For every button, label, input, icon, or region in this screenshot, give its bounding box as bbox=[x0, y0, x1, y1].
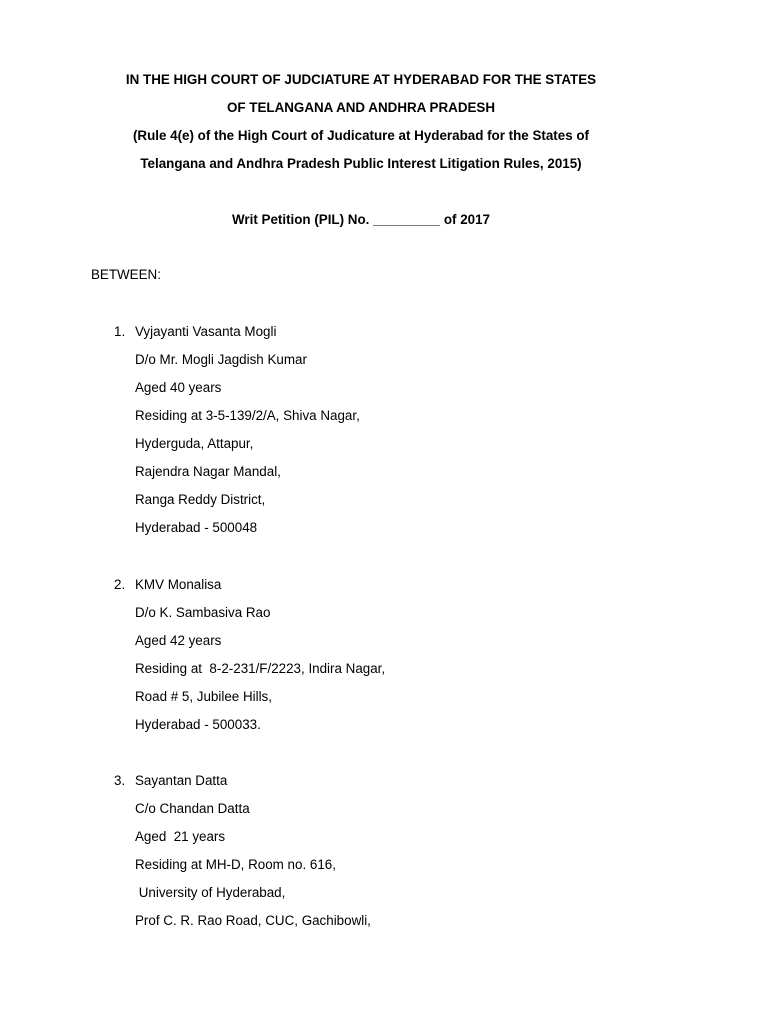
rule-heading-line-1: (Rule 4(e) of the High Court of Judicature at Hyderabad for the States of bbox=[132, 128, 590, 143]
party-address-line: Residing at 8-2-231/F/2223, Indira Nagar, bbox=[135, 661, 386, 676]
party-age: Aged 40 years bbox=[135, 380, 222, 395]
party-name: KMV Monalisa bbox=[135, 577, 222, 592]
party-age: Aged 21 years bbox=[135, 829, 226, 844]
rule-heading-line-2: Telangana and Andhra Pradesh Public Interest Litigation Rules, 2015) bbox=[140, 156, 582, 171]
party-number: 1. bbox=[114, 324, 126, 339]
party-name: Vyjayanti Vasanta Mogli bbox=[135, 324, 277, 339]
party-address-line: Hyderabad - 500033. bbox=[135, 717, 261, 732]
party-address-line: Hyderabad - 500048 bbox=[135, 520, 258, 535]
court-heading-line-1: IN THE HIGH COURT OF JUDCIATURE AT HYDERABAD FOR THE STATES bbox=[125, 72, 597, 87]
party-address-line: Hyderguda, Attapur, bbox=[135, 436, 254, 451]
party-relation: C/o Chandan Datta bbox=[135, 801, 250, 816]
petition-title: Writ Petition (PIL) No. _________ of 2017 bbox=[232, 212, 490, 227]
party-number: 3. bbox=[114, 773, 126, 788]
party-number: 2. bbox=[114, 577, 126, 592]
party-address-line: Ranga Reddy District, bbox=[135, 492, 266, 507]
party-address-line: Residing at MH-D, Room no. 616, bbox=[135, 857, 336, 872]
party-address-line: University of Hyderabad, bbox=[135, 885, 286, 900]
party-address-line: Rajendra Nagar Mandal, bbox=[135, 464, 281, 479]
party-address-line: Residing at 3-5-139/2/A, Shiva Nagar, bbox=[135, 408, 360, 423]
party-age: Aged 42 years bbox=[135, 633, 222, 648]
party-relation: D/o Mr. Mogli Jagdish Kumar bbox=[135, 352, 307, 367]
party-name: Sayantan Datta bbox=[135, 773, 228, 788]
party-relation: D/o K. Sambasiva Rao bbox=[135, 605, 271, 620]
party-address-line: Prof C. R. Rao Road, CUC, Gachibowli, bbox=[135, 913, 371, 928]
between-label: BETWEEN: bbox=[91, 267, 161, 282]
party-address-line: Road # 5, Jubilee Hills, bbox=[135, 689, 272, 704]
court-heading-line-2: OF TELANGANA AND ANDHRA PRADESH bbox=[226, 100, 496, 115]
